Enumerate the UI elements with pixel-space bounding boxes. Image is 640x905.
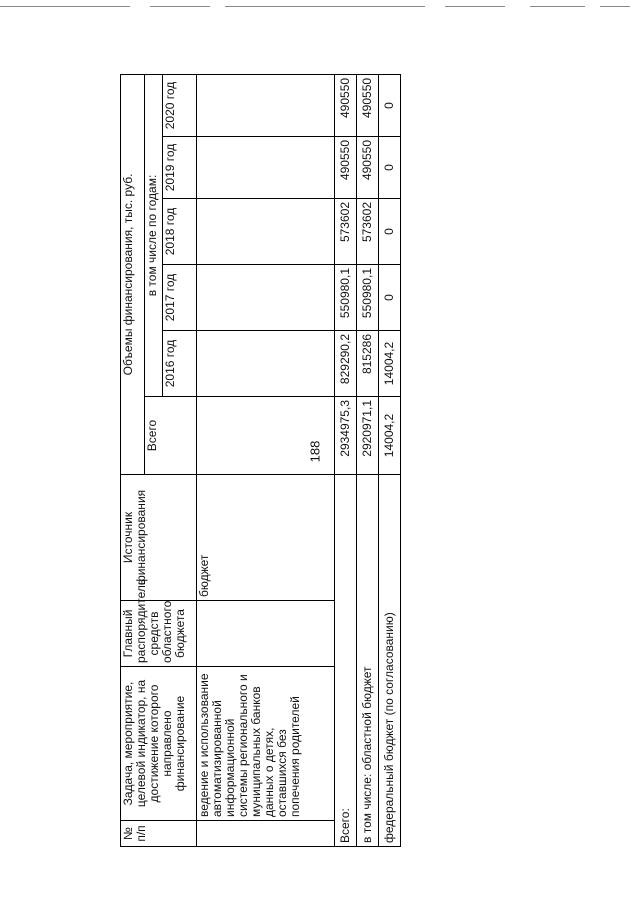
activity-year-cell [197,137,335,199]
summary-year-value: 550980,1 [357,265,379,331]
header-year: 2020 год [163,74,197,136]
summary-year-value: 0 [379,199,401,265]
header-total: Всего [145,397,197,475]
activity-source: бюджет [197,475,335,601]
activity-total [197,397,335,475]
header-year: 2016 год [163,331,197,397]
summary-year-value: 573602 [335,199,357,265]
header-manager: Главный распорядитель средств областного бюджета [121,601,197,667]
table-row [335,74,357,846]
activity-manager [197,601,335,667]
header-year: 2019 год [163,137,197,199]
header-by-years: в том числе по годам: [145,74,163,396]
scan-artifact-line [225,6,425,7]
summary-total: 14004,2 [379,397,401,475]
header-task: Задача, мероприятие, целевой индикатор, на достижение которого направлено финансирование [121,667,197,821]
summary-year-value: 0 [379,265,401,331]
scan-artifact-line [150,6,210,7]
page-number: 188 [307,440,323,463]
summary-year-value: 573602 [357,199,379,265]
activity-year-cell [197,331,335,397]
scan-artifact-line [0,6,130,7]
summary-year-value: 490550 [357,137,379,199]
summary-year-value: 815286 [357,331,379,397]
summary-label: в том числе: областной бюджет [357,475,379,847]
header-num: № п/п [121,821,197,847]
activity-year-cell [197,199,335,265]
summary-year-value: 490550 [357,74,379,136]
summary-year-value: 490550 [335,137,357,199]
activity-year-cell [197,265,335,331]
activity-year-cell [197,74,335,136]
summary-year-value: 0 [379,137,401,199]
table-row [357,74,379,846]
budget-table-rotated [120,75,401,847]
header-volumes: Объемы финансирования, тыс. руб. [121,74,145,474]
scan-artifact-line [530,6,585,7]
header-year: 2017 год [163,265,197,331]
summary-total: 2934975,3 [335,397,357,475]
scan-artifact-line [600,6,630,7]
summary-year-value: 829290,2 [335,331,357,397]
activity-num [197,821,335,847]
summary-year-value: 14004,2 [379,331,401,397]
summary-year-value: 490550 [335,74,357,136]
header-year: 2018 год [163,199,197,265]
activity-text: ведение и использование автоматизированной информационной системы регионального и муниципальных банков данных о детях, оставшихся без попечения родителей [197,667,335,821]
summary-label: Всего: [335,475,357,847]
header-source: Источник финансирования [121,475,197,601]
budget-table [120,74,401,847]
scan-artifact-line [445,6,505,7]
summary-label: федеральный бюджет (по согласованию) [379,475,401,847]
summary-year-value: 0 [379,74,401,136]
summary-total: 2920971,1 [357,397,379,475]
summary-year-value: 550980,1 [335,265,357,331]
table-row [379,74,401,846]
